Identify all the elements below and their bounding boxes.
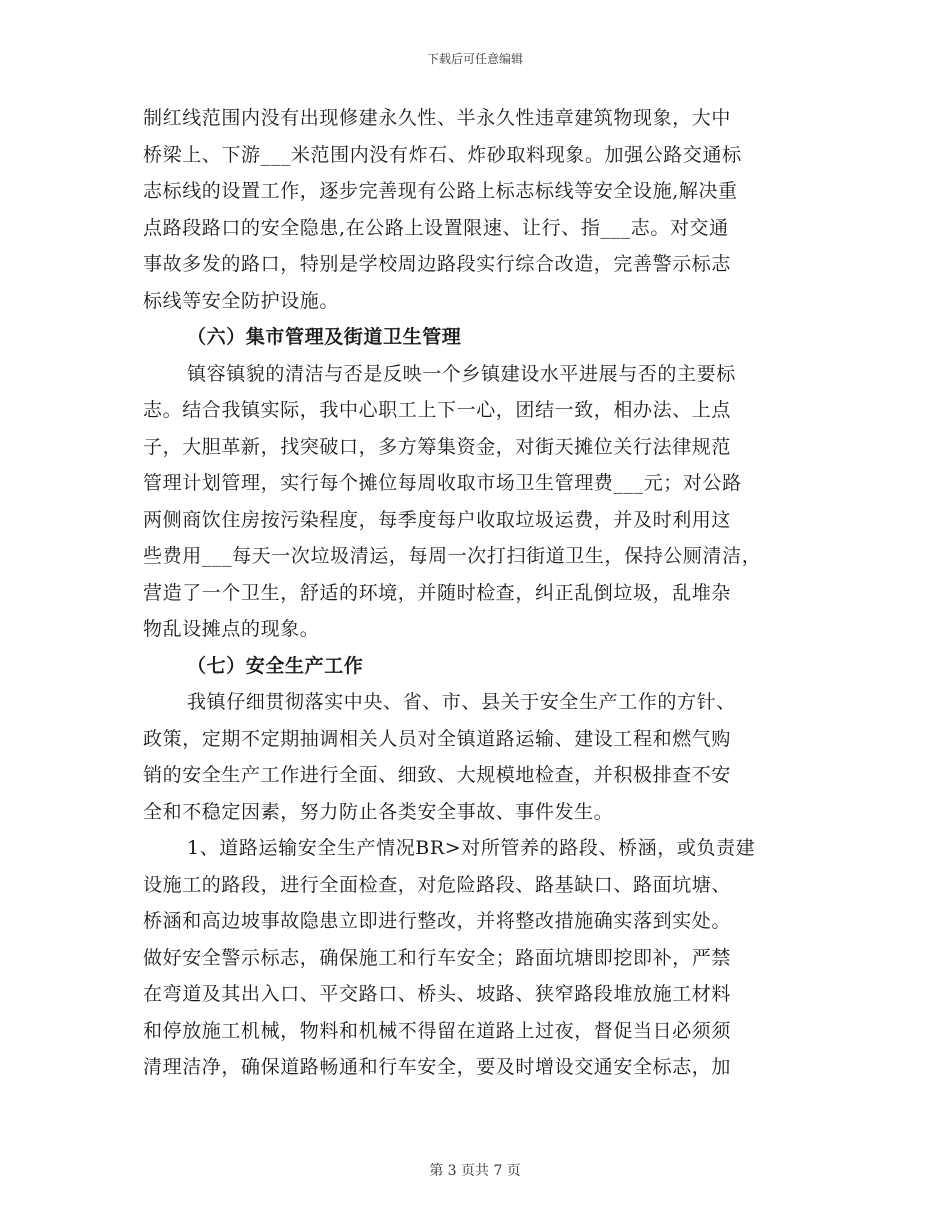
text-line: 1、道路运输安全生产情况BR>对所管养的路段、桥涵，或负责建 xyxy=(187,837,756,859)
text-line: 桥涵和高边坡事故隐患立即进行整改，并将整改措施确实落到实处。 xyxy=(143,910,732,932)
text-line: 做好安全警示标志，确保施工和行车安全；路面坑塘即挖即补，严禁 xyxy=(143,946,732,969)
page-footer: 第 3 页共 7 页 xyxy=(429,1163,521,1179)
text-line: 两侧商饮住房按污染程度，每季度每户收取垃圾运费，并及时利用这 xyxy=(143,508,732,531)
text-line: 志标线的设置工作，逐步完善现有公路上标志标线等安全设施,解决重 xyxy=(143,180,738,202)
text-line: 志。结合我镇实际，我中心职工上下一心，团结一致，相办法、上点 xyxy=(143,399,732,421)
text-line: 镇容镇貌的清洁与否是反映一个乡镇建设水平进展与否的主要标 xyxy=(187,362,736,385)
text-line: 标线等安全防护设施。 xyxy=(143,289,340,312)
document-body xyxy=(143,100,803,1086)
text-line: 点路段路口的安全隐患,在公路上设置限速、让行、指___志。对交通 xyxy=(143,216,729,239)
text-line: 营造了一个卫生，舒适的环境，并随时检查，纠正乱倒垃圾，乱堆杂 xyxy=(143,581,732,604)
text-line: 设施工的路段，进行全面检查，对危险路段、路基缺口、路面坑塘、 xyxy=(143,873,732,896)
page-header: 下载后可任意编辑 xyxy=(426,52,523,66)
text-line: 全和不稳定因素，努力防止各类安全事故、事件发生。 xyxy=(143,800,614,823)
text-line: 桥梁上、下游___米范围内没有炸石、炸砂取料现象。加强公路交通标 xyxy=(143,143,742,166)
text-line: 我镇仔细贯彻落实中央、省、市、县关于安全生产工作的方针、 xyxy=(187,691,736,713)
text-line: 事故多发的路口，特别是学校周边路段实行综合改造，完善警示标志 xyxy=(143,253,732,275)
text-line: 在弯道及其出入口、平交路口、桥头、坡路、狭窄路段堆放施工材料 xyxy=(143,983,732,1005)
text-line: 和停放施工机械，物料和机械不得留在道路上过夜，督促当日必须须 xyxy=(143,1019,732,1042)
text-line: 销的安全生产工作进行全面、细致、大规模地检查，并积极排查不安 xyxy=(143,764,732,786)
text-line: 子，大胆革新，找突破口，多方筹集资金，对街天摊位关行法律规范 xyxy=(143,435,732,458)
section-heading: （七）安全生产工作 xyxy=(187,654,364,677)
text-line: 物乱设摊点的现象。 xyxy=(143,618,320,640)
section-heading: （六）集市管理及街道卫生管理 xyxy=(187,326,462,348)
text-line: 些费用___每天一次垃圾清运，每周一次打扫街道卫生，保持公厕清洁， xyxy=(143,545,762,567)
text-line: 管理计划管理，实行每个摊位每周收取市场卫生管理费___元；对公路 xyxy=(143,472,742,494)
text-line: 清理洁净，确保道路畅通和行车安全，要及时增设交通安全标志，加 xyxy=(143,1056,732,1078)
text-line: 制红线范围内没有出现修建永久性、半永久性违章建筑物现象，大中 xyxy=(143,107,732,129)
text-line: 政策，定期不定期抽调相关人员对全镇道路运输、建设工程和燃气购 xyxy=(143,727,732,750)
